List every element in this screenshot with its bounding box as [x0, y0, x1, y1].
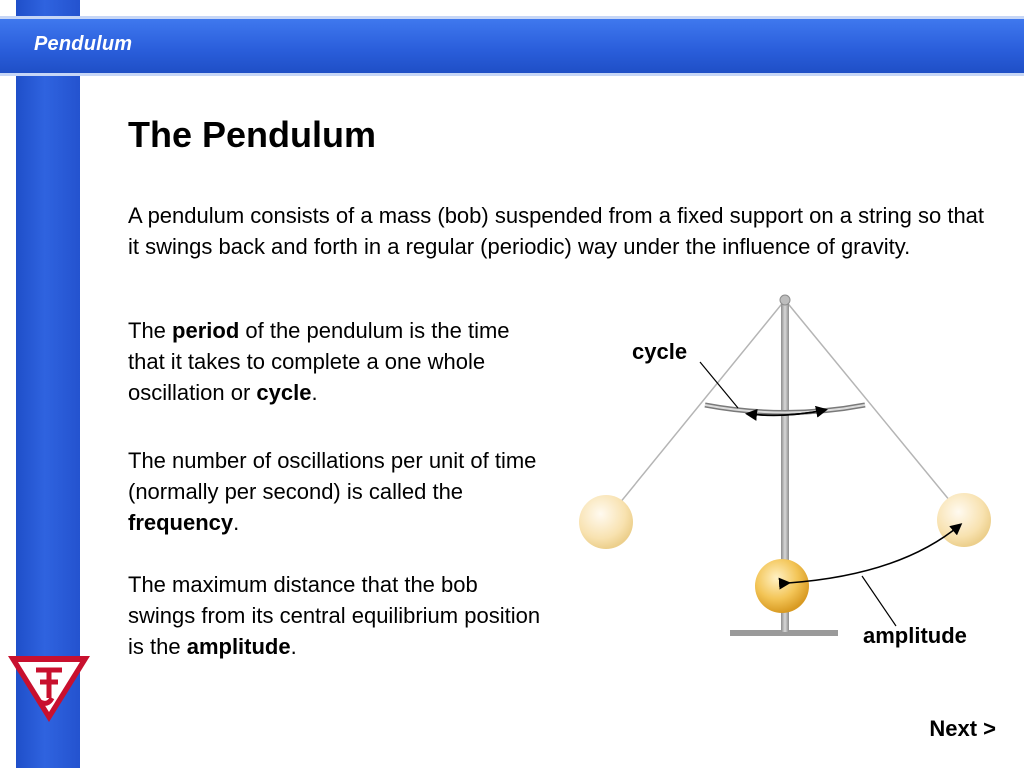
- publisher-logo: [6, 654, 92, 724]
- next-button[interactable]: Next >: [929, 716, 996, 741]
- intro-paragraph: A pendulum consists of a mass (bob) suspended from a fixed support on a string so that it swings back and forth in a regular (periodic) way under the influence of gravity.: [128, 203, 985, 259]
- frequency-paragraph: [128, 445, 548, 538]
- period-paragraph: [128, 315, 548, 408]
- period-text-before: The: [128, 318, 173, 343]
- bob-center: [755, 559, 809, 613]
- cycle-term: cycle: [256, 380, 312, 405]
- pendulum-diagram: [560, 290, 1010, 660]
- pivot-point: [780, 295, 790, 305]
- cycle-label: cycle: [632, 339, 688, 364]
- frequency-text-after: .: [233, 510, 240, 535]
- amplitude-text-after: .: [290, 634, 297, 659]
- bob-left-faded: [579, 495, 633, 549]
- cycle-leader-line: [700, 362, 738, 408]
- period-term: period: [172, 318, 240, 343]
- amplitude-text-before: The maximum distance that the bob swings from its central equilibrium position is the: [128, 572, 541, 659]
- string-right: [785, 300, 964, 518]
- amplitude-label: amplitude: [863, 623, 967, 648]
- amplitude-arrow: [788, 525, 960, 583]
- frequency-term: frequency: [128, 510, 234, 535]
- amplitude-paragraph: [128, 569, 548, 662]
- slide-title: The Pendulum: [128, 114, 377, 155]
- left-accent-bar: [16, 0, 80, 768]
- period-text-after: .: [311, 380, 318, 405]
- amplitude-term: amplitude: [186, 634, 291, 659]
- period-text-middle: of the pendulum is the time that it takes to complete a one whole oscillation or: [128, 318, 510, 405]
- bob-right-faded: [937, 493, 991, 547]
- header-bar: [0, 16, 1024, 76]
- frequency-text-before: The number of oscillations per unit of time (normally per second) is called the: [128, 448, 537, 504]
- header-title: Pendulum: [34, 33, 133, 55]
- amplitude-leader-line: [862, 576, 896, 626]
